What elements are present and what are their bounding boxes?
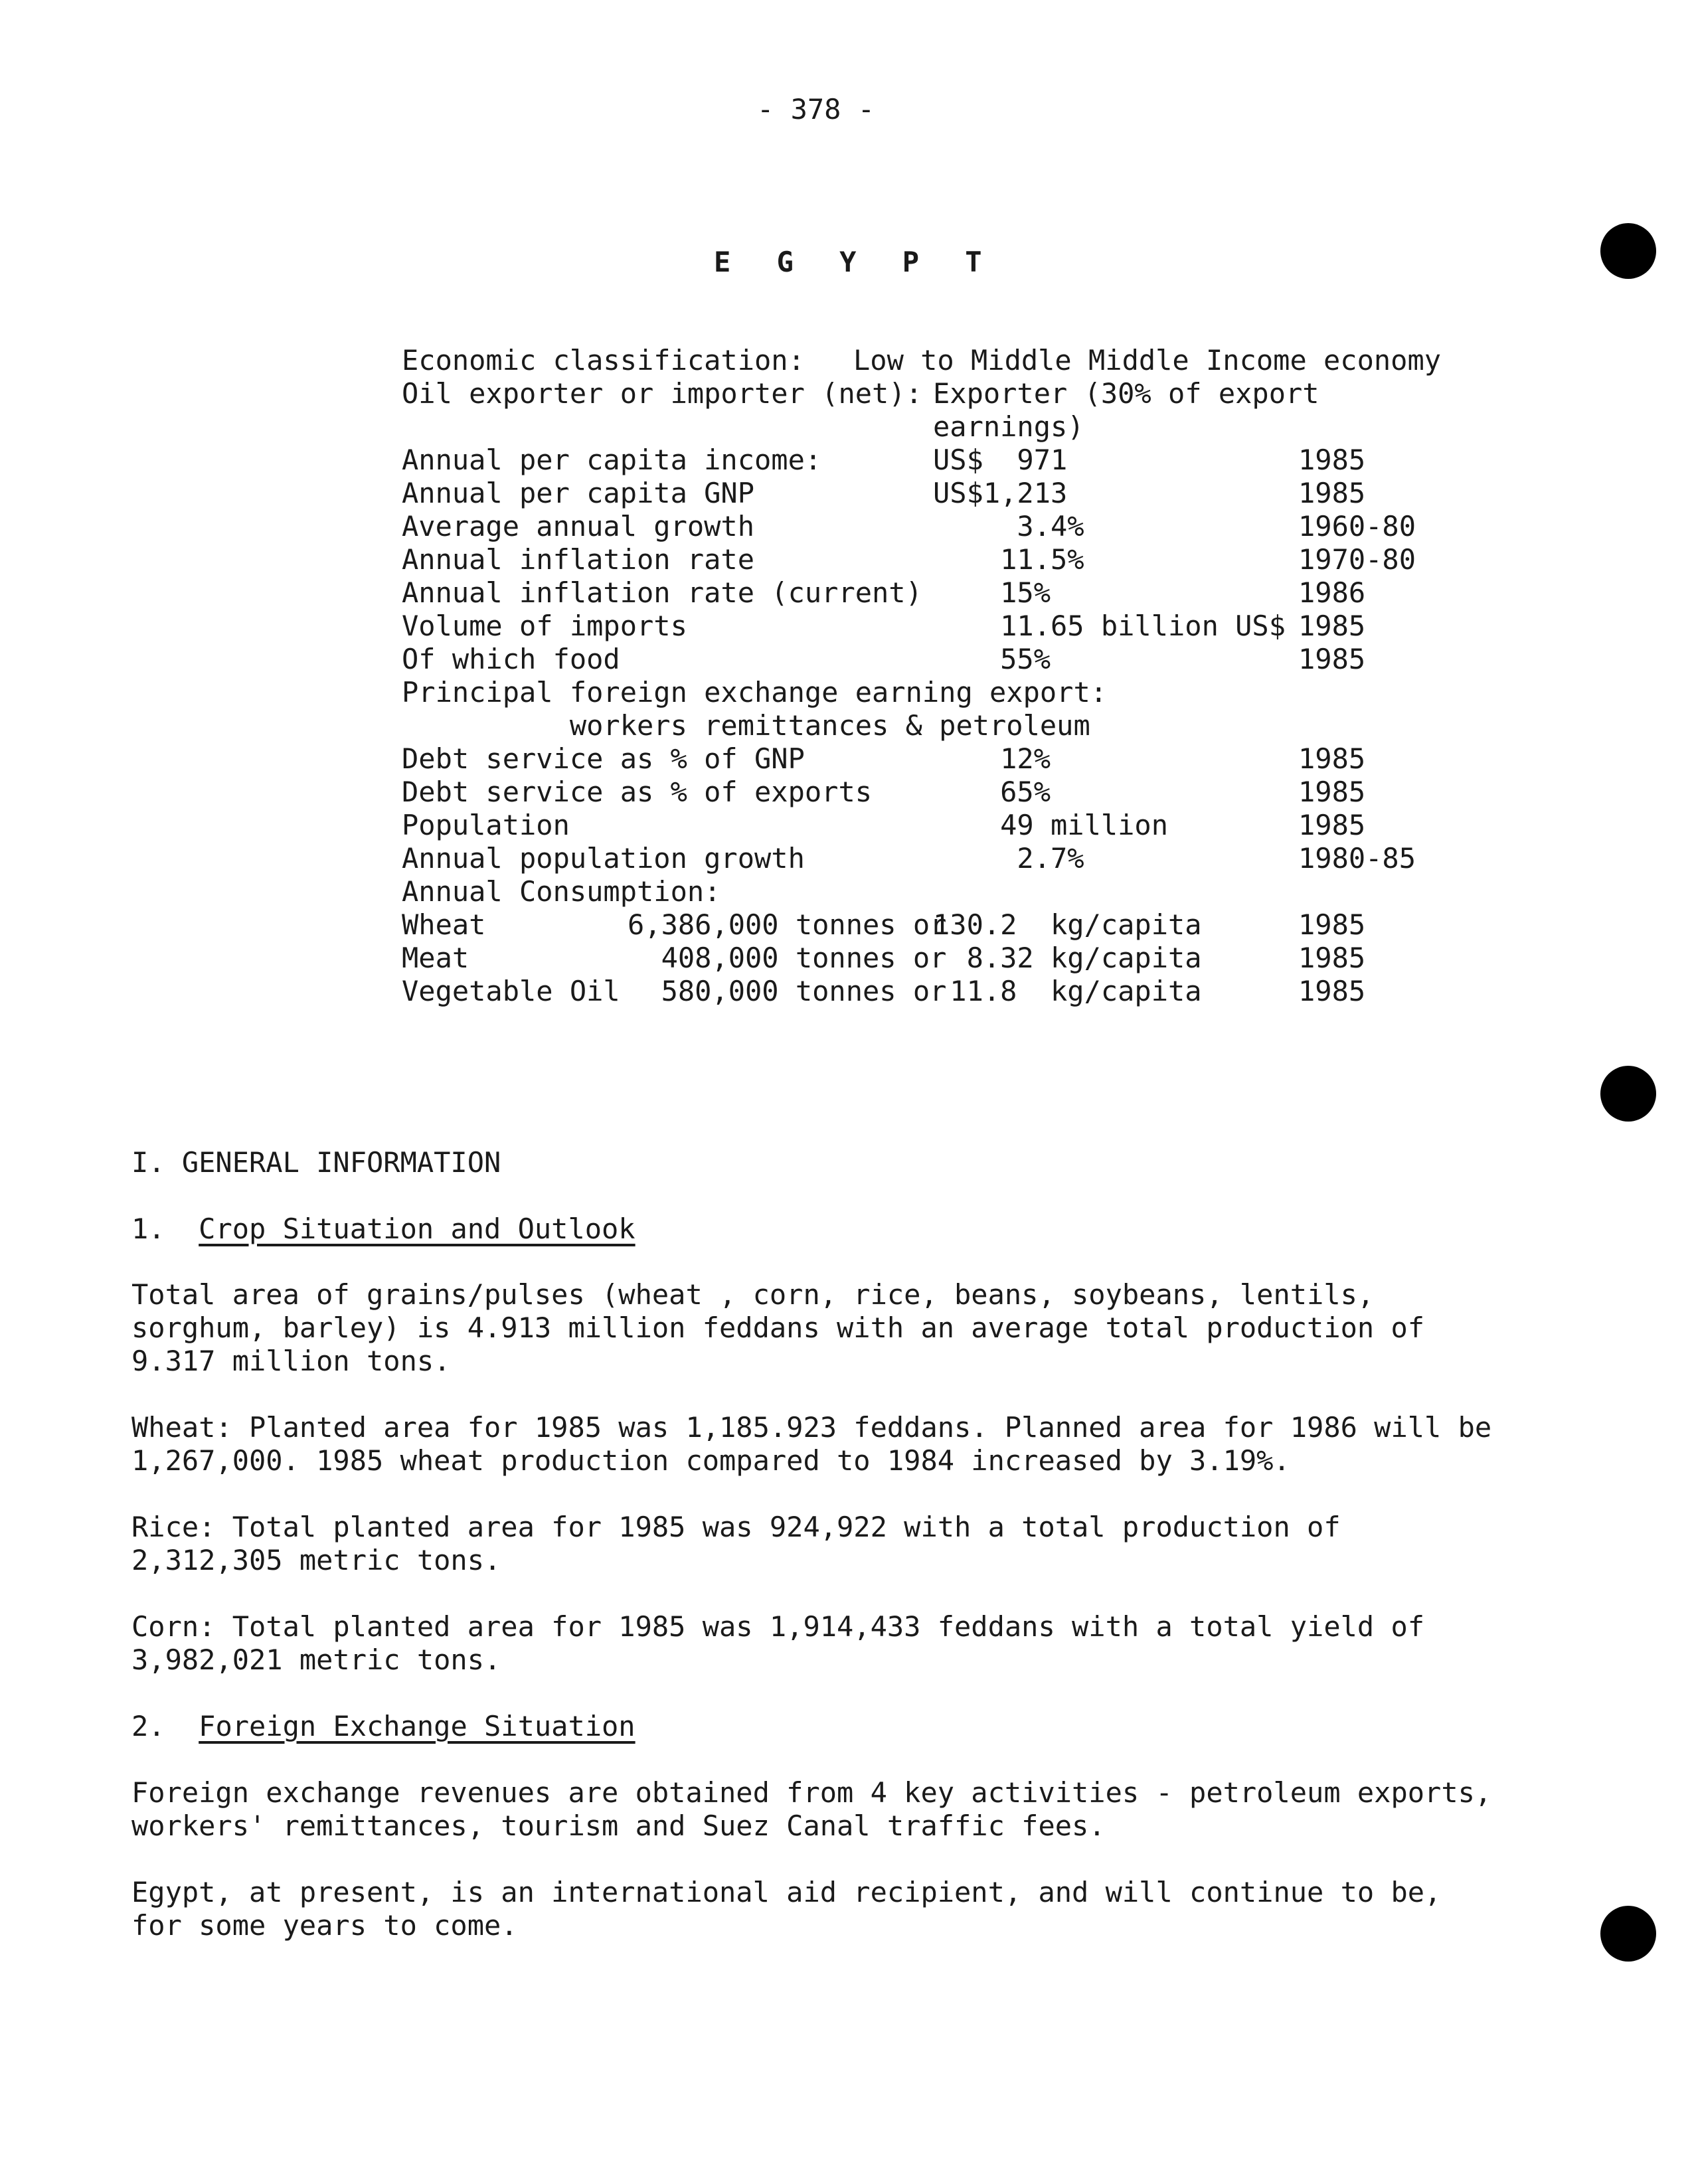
- fact-row: [402, 742, 1366, 776]
- fact-value: 12%: [933, 742, 1051, 775]
- fact-value: US$ 971: [933, 444, 1068, 476]
- subsection-title: Foreign Exchange Situation: [199, 1710, 636, 1742]
- fact-label: Annual inflation rate: [402, 543, 755, 576]
- consumption-quantity: 580,000 tonnes or: [628, 975, 947, 1007]
- subsection-heading-fx: [131, 1710, 636, 1743]
- consumption-row: [402, 942, 1366, 975]
- punch-hole: [1600, 1906, 1656, 1962]
- paragraph-wheat: Wheat: Planted area for 1985 was 1,185.923 feddans. Planned area for 1986 will be 1,267,000. 1985 wheat production compared to 1984 increased by 3.19%.: [131, 1411, 1492, 1477]
- fact-label: Debt service as % of exports: [402, 776, 873, 808]
- fact-value: 65%: [933, 776, 1051, 808]
- fact-row: [402, 344, 1442, 377]
- fact-row: [402, 377, 1319, 410]
- fact-value: 15%: [933, 576, 1051, 609]
- fact-label: Annual per capita GNP: [402, 477, 755, 509]
- fact-label: Annual per capita income:: [402, 444, 822, 476]
- subsection-heading-crop: [131, 1213, 636, 1246]
- country-facts-table: [402, 344, 1442, 1008]
- consumption-per-capita: 130.2 kg/capita: [933, 908, 1202, 941]
- fact-value: 11.65 billion US$: [933, 610, 1286, 642]
- fact-year: 1985: [1298, 444, 1366, 476]
- fact-value: earnings): [933, 410, 1084, 443]
- fact-label: Annual population growth: [402, 842, 805, 875]
- consumption-item: Wheat: [402, 908, 486, 941]
- fact-row: [402, 809, 1366, 842]
- fact-row: [402, 610, 1366, 643]
- fact-label: Of which food: [402, 643, 620, 675]
- fact-value: 2.7%: [933, 842, 1084, 875]
- punch-hole: [1600, 1066, 1656, 1122]
- fact-value: 11.5%: [933, 543, 1084, 576]
- consumption-year: 1985: [1298, 942, 1366, 974]
- fact-year: 1985: [1298, 776, 1366, 808]
- fact-row: [402, 576, 1366, 610]
- fact-value: Low to Middle Middle Income economy: [853, 344, 1442, 377]
- fact-year: 1985: [1298, 643, 1366, 675]
- punch-hole: [1600, 223, 1656, 279]
- subsection-number: 1.: [131, 1213, 165, 1245]
- paragraph-rice: Rice: Total planted area for 1985 was 924,922 with a total production of 2,312,305 metric tons.: [131, 1511, 1341, 1576]
- consumption-item: Meat: [402, 942, 469, 974]
- fact-row: [402, 676, 1108, 709]
- consumption-year: 1985: [1298, 908, 1366, 941]
- consumption-quantity: 408,000 tonnes or: [628, 942, 947, 974]
- fact-row: [402, 776, 1366, 809]
- fact-row: [402, 643, 1366, 676]
- paragraph-grains: Total area of grains/pulses (wheat , corn, rice, beans, soybeans, lentils, sorghum, barley) is 4.913 million feddans with an average total production of 9.317 million tons.: [131, 1278, 1425, 1377]
- fact-label: Annual inflation rate (current): [402, 576, 922, 609]
- fact-value: 49 million: [933, 809, 1169, 841]
- consumption-row: [402, 975, 1366, 1008]
- fact-year: 1985: [1298, 809, 1366, 841]
- fact-row: [402, 875, 721, 908]
- paragraph-fx-revenues: Foreign exchange revenues are obtained from 4 key activities - petroleum exports, workers' remittances, tourism and Suez Canal traffic fees.: [131, 1776, 1492, 1842]
- fact-row: [402, 444, 1366, 477]
- fact-label: Population: [402, 809, 570, 841]
- fact-label: Average annual growth: [402, 510, 755, 543]
- fact-label: Debt service as % of GNP: [402, 742, 805, 775]
- fact-value: US$1,213: [933, 477, 1068, 509]
- fact-row: [402, 410, 1084, 444]
- section-heading: I. GENERAL INFORMATION: [131, 1146, 501, 1179]
- fact-year: 1985: [1298, 742, 1366, 775]
- consumption-item: Vegetable Oil: [402, 975, 620, 1007]
- fact-year: 1985: [1298, 610, 1366, 642]
- paragraph-aid-recipient: Egypt, at present, is an international aid recipient, and will continue to be, for some years to come.: [131, 1876, 1442, 1942]
- subsection-number: 2.: [131, 1710, 165, 1742]
- consumption-per-capita: 11.8 kg/capita: [933, 975, 1202, 1007]
- fact-year: 1985: [1298, 477, 1366, 509]
- fact-row: [402, 543, 1416, 576]
- page-title: E G Y P T: [714, 246, 997, 278]
- subsection-title: Crop Situation and Outlook: [199, 1213, 636, 1245]
- fact-label: Oil exporter or importer (net):: [402, 377, 922, 410]
- fact-label: Principal foreign exchange earning export:: [402, 676, 1108, 709]
- fact-value: 55%: [933, 643, 1051, 675]
- fact-year: 1960-80: [1298, 510, 1416, 543]
- fact-year: 1980-85: [1298, 842, 1416, 875]
- fact-label: Volume of imports: [402, 610, 687, 642]
- fact-row: [402, 842, 1416, 875]
- fact-label: Economic classification:: [402, 344, 805, 377]
- consumption-per-capita: 8.32 kg/capita: [933, 942, 1202, 974]
- consumption-quantity: 6,386,000 tonnes or: [628, 908, 947, 941]
- fact-year: 1986: [1298, 576, 1366, 609]
- paragraph-corn: Corn: Total planted area for 1985 was 1,914,433 feddans with a total yield of 3,982,021 metric tons.: [131, 1610, 1425, 1676]
- fact-row: [402, 510, 1416, 543]
- fact-year: 1970-80: [1298, 543, 1416, 576]
- fact-value: Exporter (30% of export: [933, 377, 1319, 410]
- consumption-row: [402, 908, 1366, 942]
- fact-label: Annual Consumption:: [402, 875, 721, 908]
- fact-label: workers remittances & petroleum: [402, 709, 1090, 742]
- fact-row: [402, 477, 1366, 510]
- fact-value: 3.4%: [933, 510, 1084, 543]
- fact-row: [402, 709, 1090, 742]
- page-number: - 378 -: [757, 93, 875, 126]
- consumption-year: 1985: [1298, 975, 1366, 1007]
